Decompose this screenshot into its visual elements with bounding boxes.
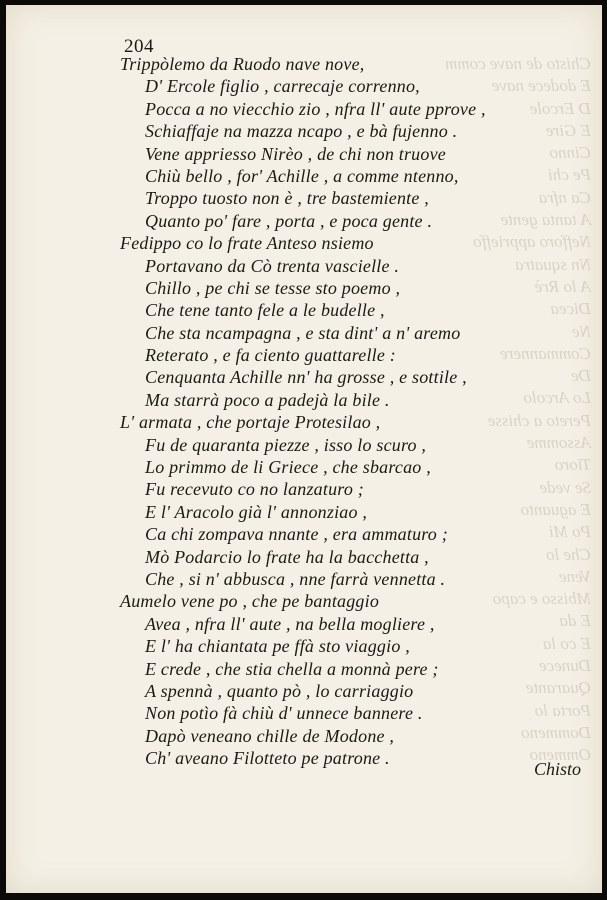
- book-page: [6, 5, 602, 893]
- verse-line: Chiù bello , for' Achille , a comme ntenno,: [145, 165, 459, 186]
- verse-line: Che tene tanto fele a le budelle ,: [145, 300, 385, 321]
- verse-line: E l' ha chiantata pe ffà sto viaggio ,: [145, 636, 410, 657]
- verse-line: D' Ercole figlio , carrecaje correnno,: [145, 76, 420, 97]
- verse-line: L' armata , che portaje Protesilao ,: [120, 412, 381, 433]
- poem-text: [6, 53, 602, 770]
- verse-line: Che sta ncampagna , e sta dint' a n' aremo: [145, 322, 461, 343]
- verse-line: A spennà , quanto pò , lo carriaggio: [145, 680, 414, 701]
- verse-line: Fedippo co lo frate Anteso nsiemo: [120, 233, 374, 254]
- page-number: 204: [124, 36, 154, 57]
- verse-line: Non potìo fà chiù d' unnece bannere .: [145, 703, 423, 724]
- verse-line: Mò Podarcio lo frate ha la bacchetta ,: [145, 546, 429, 567]
- verse-line: Cenquanta Achille nn' ha grosse , e sottile ,: [145, 367, 467, 388]
- bleed-through-text: Chisto de nave comm E dodece nave D Ercole E Gire Cinno Pe chi Ca nfra A tanta gente Nefforo apprieffo Nn squatra A lo Rrè Dicea Ne Commannere De Lo Arcolo Pereto a chisse Assomme Tioro Se vede E aguanto Po Mi Che lo Vene Mbisso e capo E da E co la Dunece Quarante Porta lo Dommeno Ommeno: [445, 54, 591, 765]
- verse-line: Dapò veneano chille de Modone ,: [145, 725, 395, 746]
- verse-line: Quanto po' fare , porta , e poca gente .: [145, 210, 433, 231]
- verse-line: Trippòlemo da Ruodo nave nove,: [120, 54, 365, 74]
- verse-line: Ma starrà poco a padejà la bile .: [145, 389, 390, 410]
- verse-line: Chillo , pe chi se tesse sto poemo ,: [145, 277, 401, 298]
- verse-line: E l' Aracolo già l' annonziao ,: [145, 501, 368, 522]
- verse-line: Troppo tuosto non è , tre bastemiente ,: [145, 188, 429, 209]
- verse-line: Pocca a no viecchio zio , nfra ll' aute pprove ,: [145, 98, 486, 119]
- verse-line: Avea , nfra ll' aute , na bella mogliere ,: [145, 613, 435, 634]
- verse-line: Ca chi zompava nnante , era ammaturo ;: [145, 524, 448, 545]
- verse-line: Reterato , e fa ciento guattarelle :: [145, 345, 396, 366]
- verse-line: Fu recevuto co no lanzaturo ;: [145, 479, 364, 500]
- verse-line: Aumelo vene po , che pe bantaggio: [120, 591, 380, 612]
- verse-line: Portavano da Cò trenta vascielle .: [145, 255, 400, 276]
- verse-line: E crede , che stia chella a monnà pere ;: [145, 658, 439, 679]
- verse-line: Schiaffaje na mazza ncapo , e bà fujenno .: [145, 121, 458, 142]
- verse-line: Vene appriesso Nirèo , de chi non truove: [145, 143, 446, 164]
- catchword: Chisto: [534, 759, 582, 779]
- verse-line: Ch' aveano Filotteto pe patrone .: [145, 748, 390, 769]
- verse-line: Fu de quaranta piezze , isso lo scuro ,: [145, 434, 427, 455]
- verse-line: Che , si n' abbusca , nne farrà vennetta .: [145, 568, 446, 589]
- verse-line: Lo primmo de li Griece , che sbarcao ,: [145, 457, 431, 478]
